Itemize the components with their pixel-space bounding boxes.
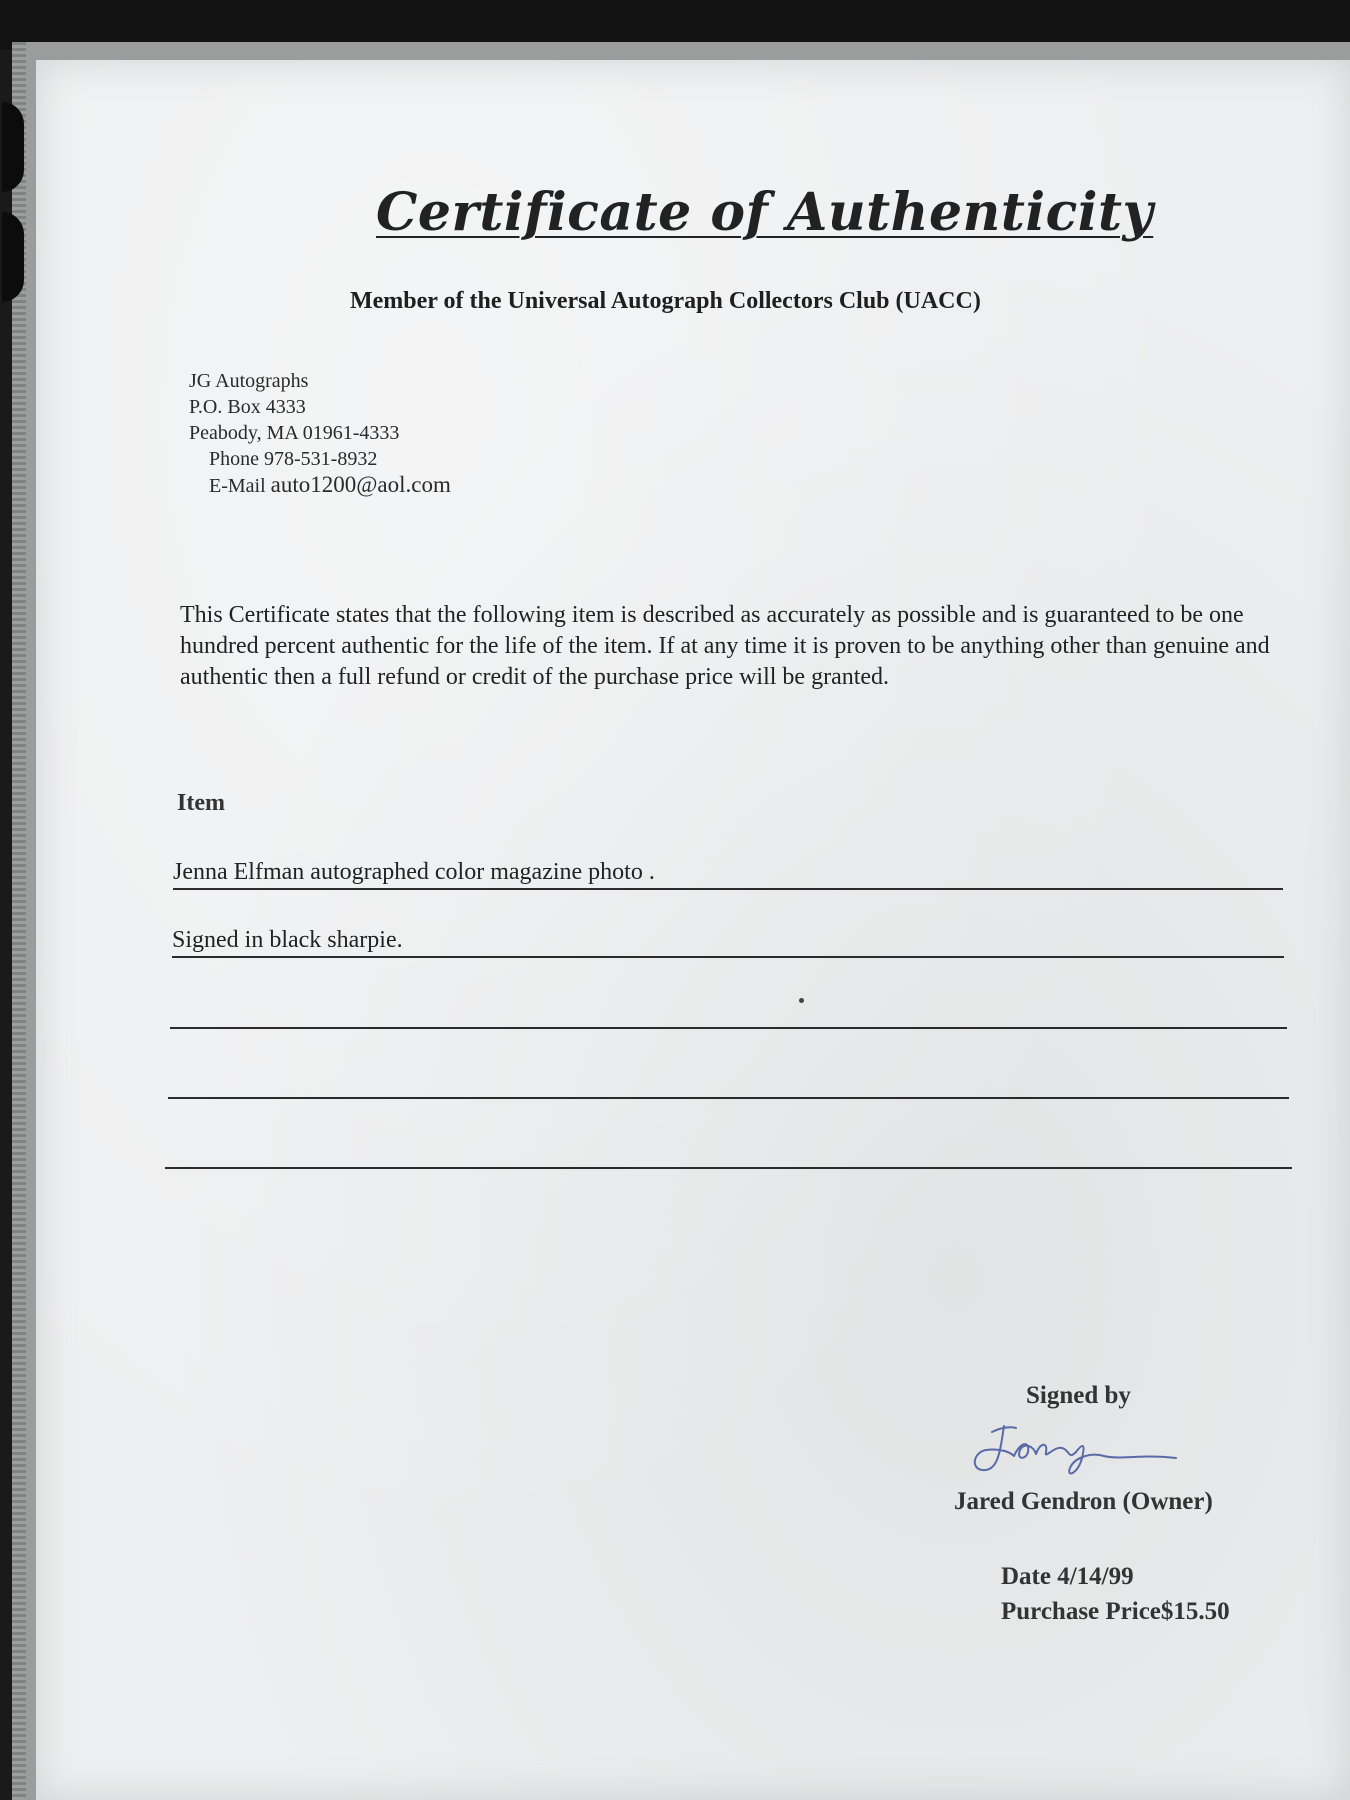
owner-name: Jared Gendron (Owner): [954, 1488, 1213, 1515]
phone-number: 978-531-8932: [264, 448, 378, 470]
paper-speck: [799, 998, 804, 1003]
uacc-membership-line: Member of the Universal Autograph Collectors Club (UACC): [350, 288, 981, 314]
email-line: [189, 472, 451, 499]
item-line-2: Signed in black sharpie.: [172, 926, 1284, 958]
email-address: auto1200@aol.com: [270, 472, 451, 497]
item-line-1: Jenna Elfman autographed color magazine photo .: [173, 858, 1283, 890]
date-label: Date: [1001, 1563, 1051, 1590]
purchase-price-line: [1001, 1598, 1230, 1626]
binder-hole-middle: [2, 212, 24, 302]
po-box: P.O. Box 4333: [189, 396, 306, 418]
item-line-5: [165, 1137, 1292, 1169]
date-line: [1001, 1563, 1134, 1591]
item-line-3: [170, 997, 1287, 1029]
item-label: Item: [177, 790, 225, 816]
sleeve-edge: [12, 42, 26, 1800]
signed-by-label: Signed by: [1026, 1382, 1131, 1409]
authenticity-statement: This Certificate states that the following item is described as accurately as possible and is guaranteed to be one hundred percent authentic for the life of the item. If at any time it is proven to be anything other than genuine and authentic then a full refund or credit of the purchase price will be granted.: [180, 602, 1270, 690]
binder-hole-top: [2, 102, 24, 192]
phone-line: [189, 446, 451, 472]
price-value: $15.50: [1160, 1598, 1230, 1625]
handwritten-signature: [970, 1412, 1180, 1482]
phone-label: Phone: [209, 448, 259, 470]
email-label: E-Mail: [209, 475, 266, 497]
address-block: [189, 368, 451, 499]
company-name: JG Autographs: [189, 370, 309, 392]
price-label: Purchase Price: [1001, 1598, 1161, 1625]
date-value: 4/14/99: [1057, 1563, 1134, 1590]
item-line-4: [168, 1067, 1289, 1099]
city-state-zip: Peabody, MA 01961-4333: [189, 422, 400, 444]
certificate-title: Certificate of Authenticity: [376, 182, 1154, 243]
